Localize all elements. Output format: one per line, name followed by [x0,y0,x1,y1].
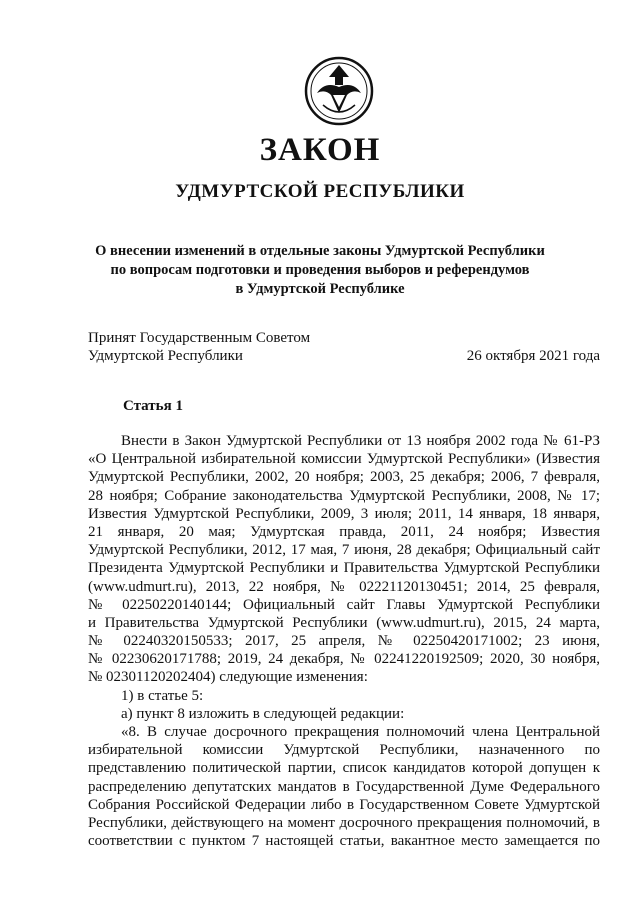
body-line: Удмуртской Республики, 2012, 17 мая, 7 июня, 28 декабря; Официальный сайт [88,542,600,559]
body-line: избирательной комиссии Удмуртской Республики, назначенного по [88,742,600,759]
body-line: Внести в Закон Удмуртской Республики от 13 ноября 2002 года № 61-РЗ [121,433,600,449]
body-line: Республики, действующего на момент досрочного прекращения полномочий, в [88,814,600,831]
body-line: Удмуртской Республики, 2002, 20 ноября; 2003, 25 декабря; 2006, 7 февраля, [88,469,600,486]
body-line: 28 ноября; Собрание законодательства Удмуртской Республики, 2008, № 17; [88,487,600,504]
body-line: Собрания Российской Федерации либо в Государственном Совете Удмуртской [88,796,600,813]
subject-line: в Удмуртской Республике [235,281,405,297]
law-title: ЗАКОН [259,132,381,168]
body-line: 1) в статье 5: [121,687,204,704]
law-subtitle: УДМУРТСКОЙ РЕСПУБЛИКИ [175,181,465,202]
body-line: распределению депутатских мандатов в Государственной Думе Федерального [88,778,600,795]
body-line: Президента Удмуртской Республики и Правительства Удмуртской Республики [88,560,600,577]
adoption-date: 26 октября 2021 года [466,348,600,364]
adoption-statement [88,329,310,365]
body-line: представлению политической партии, список кандидатов которой допущен к [88,760,600,777]
law-subject [60,242,580,299]
body-line: соответствии с пунктом 7 настоящей статьи, вакантное место замещается по [88,833,600,850]
body-line: № 02250220140144; Официальный сайт Главы Удмуртской Республики [88,596,600,613]
adoption-line: Удмуртской Республики [88,348,243,364]
body-line: Известия Удмуртской Республики, 2009, 3 июля; 2011, 14 января, 18 января, [88,505,600,522]
body-line: (www.udmurt.ru), 2013, 22 ноября, № 02221120130451; 2014, 25 февраля, [88,578,600,595]
body-line: «8. В случае досрочного прекращения полномочий члена Центральной [121,724,600,740]
udmurt-emblem-icon [303,55,375,127]
body-line: № 02301120202404) следующие изменения: [88,669,368,686]
article-heading: Статья 1 [123,398,183,414]
body-line: № 02240320150533; 2017, 25 апреля, № 02250420171002; 23 июня, [88,633,600,650]
body-line: а) пункт 8 изложить в следующей редакции: [121,705,405,722]
body-line: 21 января, 20 мая; Удмуртская правда, 2011, 24 ноября; Известия [88,523,600,540]
subject-line: О внесении изменений в отдельные законы Удмуртской Республики [95,243,545,259]
body-line: и Правительства Удмуртской Республики (www.udmurt.ru), 2015, 24 марта, [88,614,600,631]
body-line: № 02230620171788; 2019, 24 декабря, № 02241220192509; 2020, 30 ноября, [88,651,600,668]
article-body [88,432,600,850]
subject-line: по вопросам подготовки и проведения выборов и референдумов [110,262,530,278]
adoption-line: Принят Государственным Советом [88,330,311,346]
body-line: «О Центральной избирательной комиссии Удмуртской Республики» (Известия [88,451,600,468]
